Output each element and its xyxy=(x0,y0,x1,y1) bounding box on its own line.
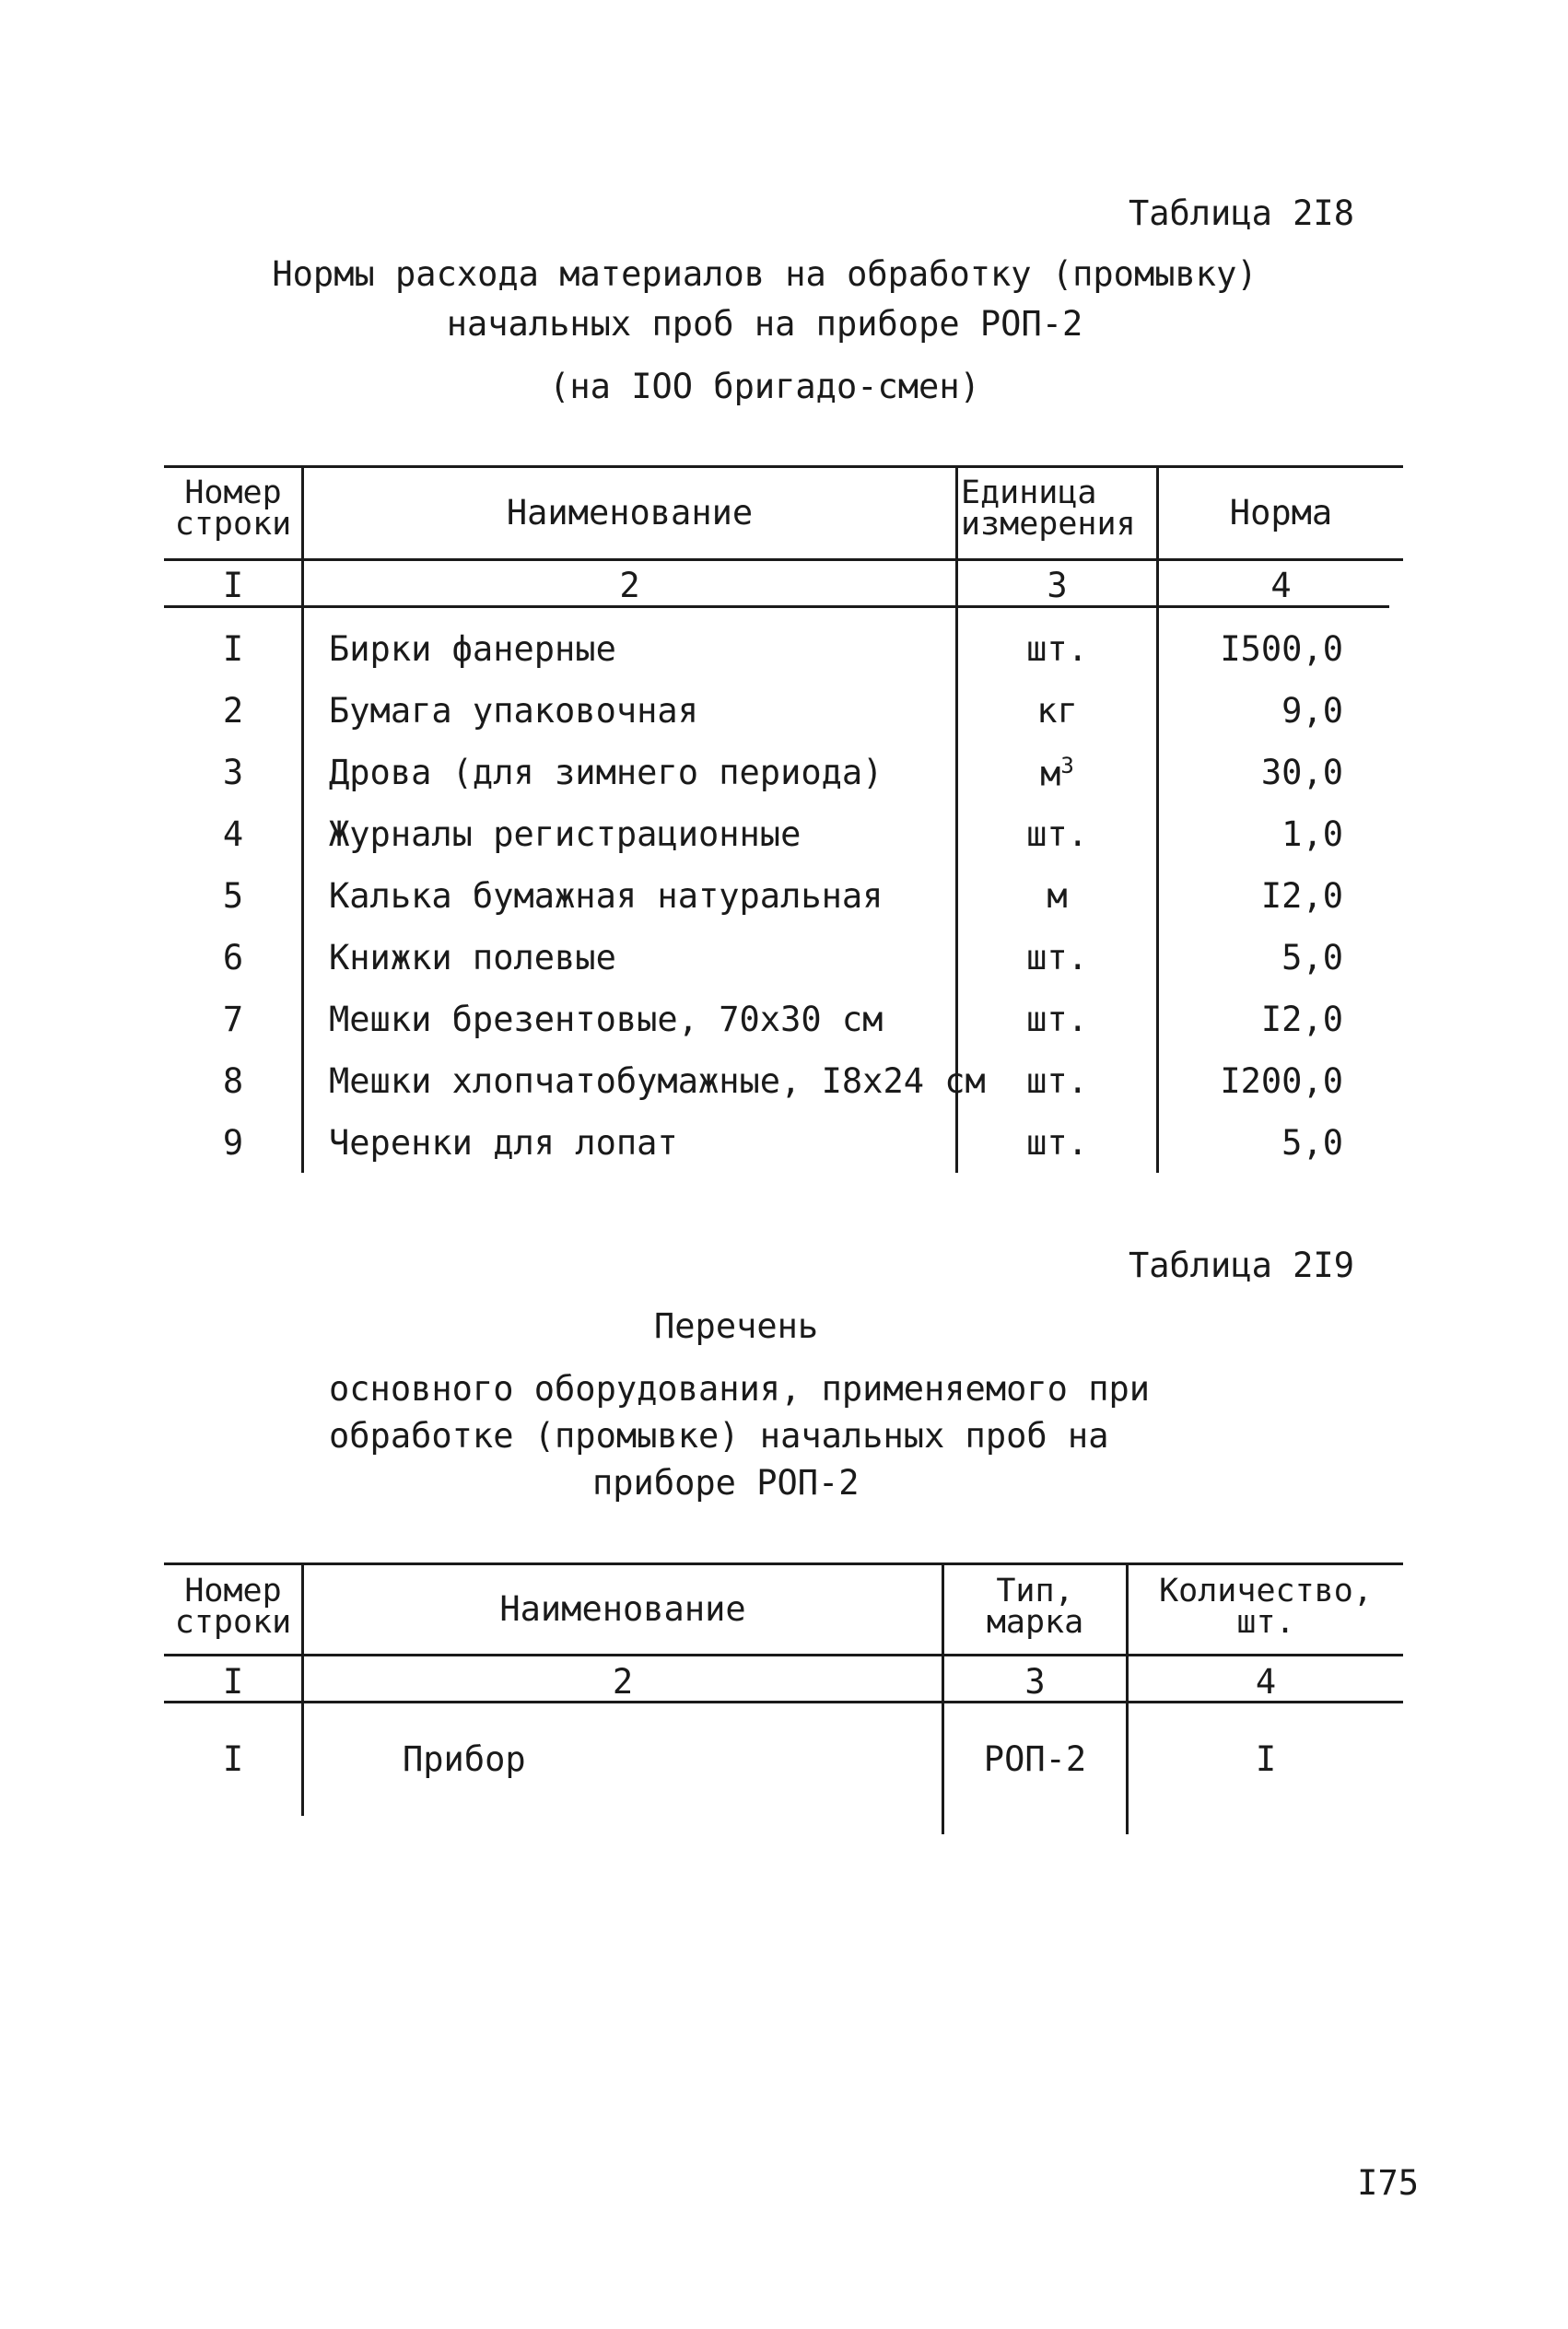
row-name: Мешки брезентовые, 70х30 см xyxy=(329,1000,883,1039)
row-norm: 30,0 xyxy=(1260,753,1343,792)
table-219-header-type: Тип, марка xyxy=(986,1573,1084,1641)
row-norm: 5,0 xyxy=(1281,938,1343,977)
table-218-colnum-1: I xyxy=(222,566,244,605)
page-number: I75 xyxy=(1357,2163,1419,2203)
row-number: 7 xyxy=(222,1000,244,1039)
row-unit: $м^3$ xyxy=(1040,753,1074,794)
row-norm: 9,0 xyxy=(1281,691,1343,731)
table-219-subtitle-line3: приборе РОП-2 xyxy=(592,1463,860,1503)
table-218-label: Таблица 2I8 xyxy=(1128,193,1354,233)
table-218-title-line2: начальных проб на приборе РОП-2 xyxy=(446,304,1083,344)
row-number: 5 xyxy=(222,876,244,916)
row-number: I xyxy=(222,629,244,669)
row-unit: шт. xyxy=(1026,938,1088,977)
row-name: Бумага упаковочная xyxy=(329,691,698,731)
row-unit: шт. xyxy=(1026,629,1088,669)
table-218-subtitle: (на IOO бригадо-смен) xyxy=(549,367,980,406)
row-unit: шт. xyxy=(1026,1061,1088,1101)
row-unit: шт. xyxy=(1026,814,1088,854)
row-number: 3 xyxy=(222,753,244,792)
table-219-label: Таблица 2I9 xyxy=(1128,1246,1354,1285)
row-norm: I200,0 xyxy=(1220,1061,1343,1101)
table-219-header-rule xyxy=(164,1654,1403,1656)
row-number: 8 xyxy=(222,1061,244,1101)
row-unit: шт. xyxy=(1026,1123,1088,1163)
unit-superscript: 3 xyxy=(1060,753,1074,778)
row-number: 9 xyxy=(222,1123,244,1163)
row-unit: м xyxy=(1047,876,1068,916)
table-219-colnum-2: 2 xyxy=(612,1662,634,1702)
row-norm: 1,0 xyxy=(1281,814,1343,854)
table-219-subtitle-line1: основного оборудования, применяемого при xyxy=(329,1369,1151,1409)
row-unit: шт. xyxy=(1026,1000,1088,1039)
row-name: Черенки для лопат xyxy=(329,1123,678,1163)
row-norm: I2,0 xyxy=(1260,876,1343,916)
table-219-subtitle-line2: обработке (промывке) начальных проб на xyxy=(329,1416,1109,1456)
table-219-header-name: Наименование xyxy=(499,1589,746,1629)
row-name: Мешки хлопчатобумажные, I8х24 см xyxy=(329,1061,986,1101)
row-norm: I500,0 xyxy=(1220,629,1343,669)
table-218-header-name: Наименование xyxy=(506,493,754,533)
row-norm: I2,0 xyxy=(1260,1000,1343,1039)
table-219-header-qty: Количество, шт. xyxy=(1159,1573,1373,1641)
table-219-title: Перечень xyxy=(654,1306,819,1346)
table-219-colnum-1: I xyxy=(222,1662,244,1702)
table-218-colnum-2: 2 xyxy=(619,566,640,605)
table-218-header-num: Номер строки xyxy=(174,474,292,543)
row-name: Прибор xyxy=(403,1739,526,1779)
row-number: 4 xyxy=(222,814,244,854)
row-unit: кг xyxy=(1036,691,1078,731)
table-219-header-num: Номер строки xyxy=(174,1573,292,1641)
row-name: Бирки фанерные xyxy=(329,629,616,669)
row-name: Калька бумажная натуральная xyxy=(329,876,883,916)
row-name: Книжки полевые xyxy=(329,938,616,977)
table-219-colnum-4: 4 xyxy=(1255,1662,1277,1702)
table-218-header-unit: Единица измерения xyxy=(961,474,1136,543)
table-218-colnum-3: 3 xyxy=(1047,566,1068,605)
table-219-top-rule xyxy=(164,1562,1403,1565)
row-qty: I xyxy=(1255,1739,1277,1779)
row-number: 6 xyxy=(222,938,244,977)
table-218-colnum-4: 4 xyxy=(1270,566,1292,605)
row-name: Дрова (для зимнего периода) xyxy=(329,753,883,792)
table-218-header-norm: Норма xyxy=(1229,493,1333,533)
row-number: I xyxy=(222,1739,244,1779)
row-number: 2 xyxy=(222,691,244,731)
row-name: Журналы регистрационные xyxy=(329,814,802,854)
table-219-colnum-3: 3 xyxy=(1024,1662,1046,1702)
row-norm: 5,0 xyxy=(1281,1123,1343,1163)
table-218-title-line1: Нормы расхода материалов на обработку (промывку) xyxy=(272,254,1258,294)
row-type: РОП-2 xyxy=(983,1739,1087,1779)
